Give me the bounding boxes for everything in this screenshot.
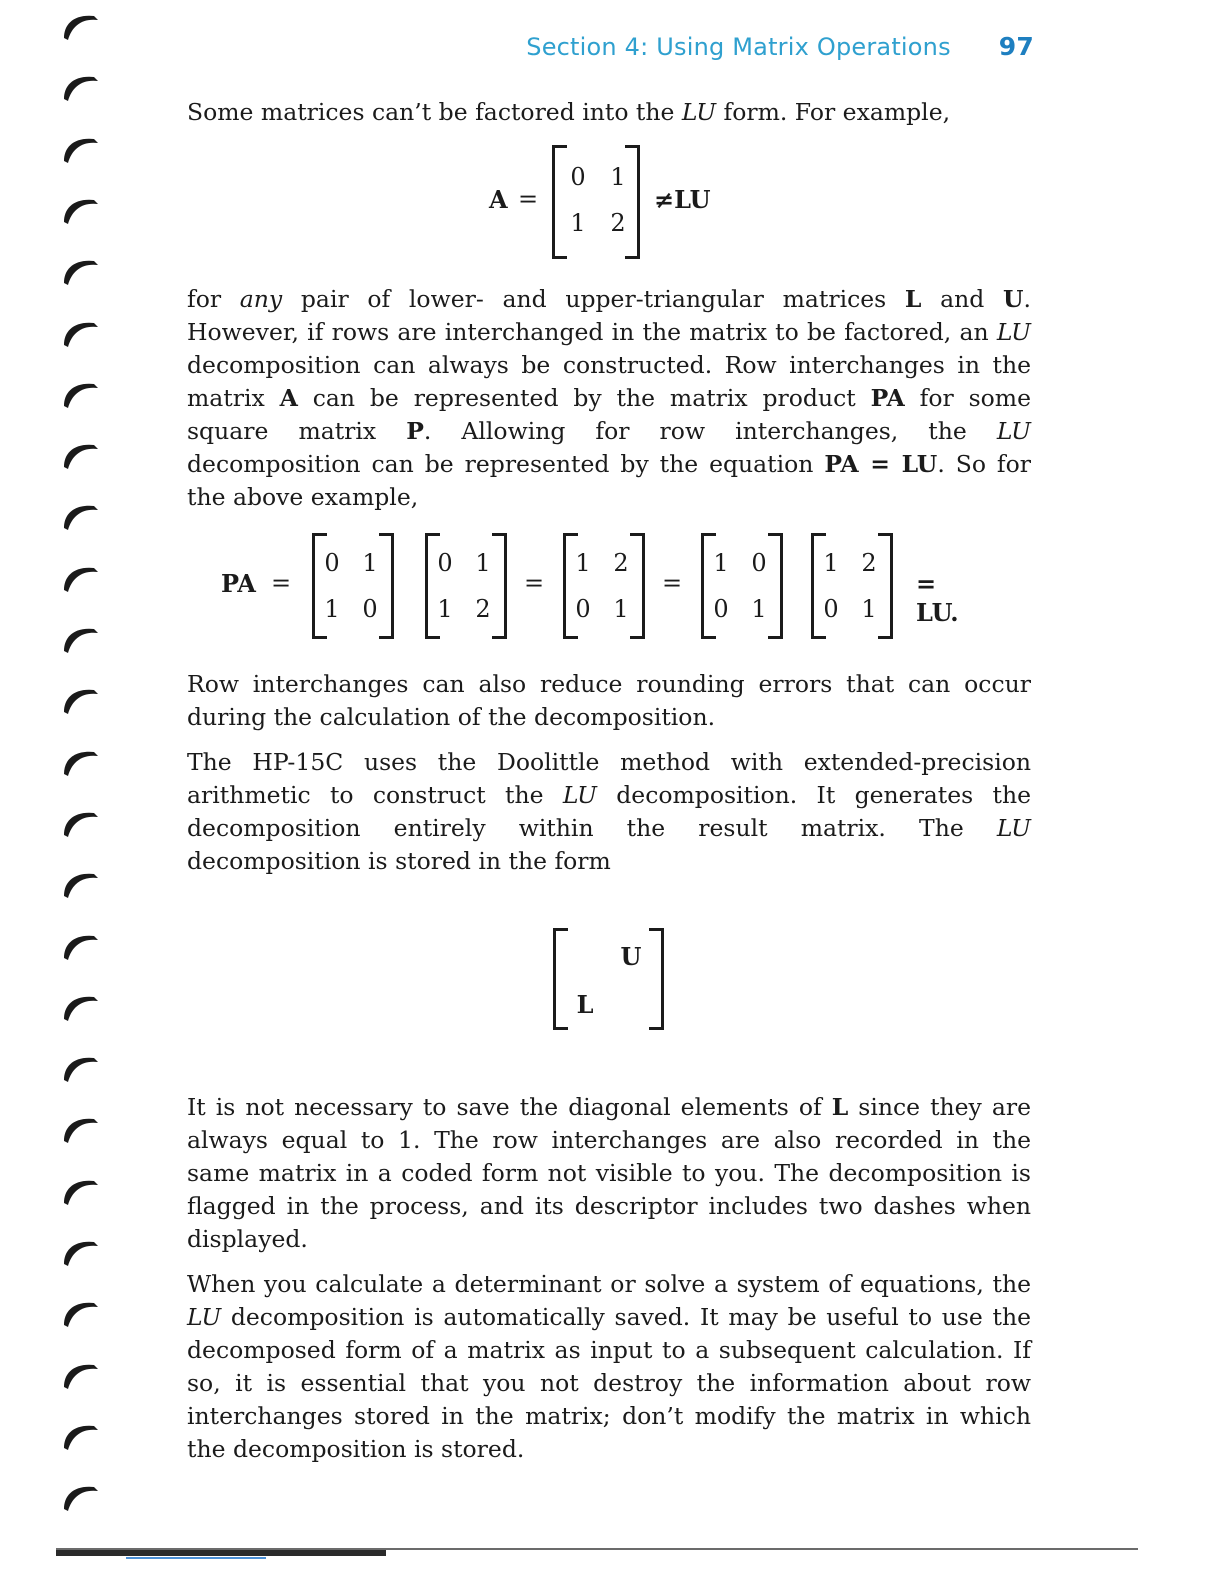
eq1-equals: = bbox=[518, 185, 539, 213]
matrix-cell: 0 bbox=[570, 163, 586, 191]
matrix-cell: 2 bbox=[610, 209, 626, 237]
footer-rule-thick bbox=[56, 1550, 386, 1556]
matrix-cell: 2 bbox=[861, 549, 877, 577]
eq2-rhs: = LU. bbox=[916, 569, 959, 627]
eq2-matrix-pa bbox=[563, 533, 645, 639]
binding-ring-icon bbox=[52, 1477, 108, 1517]
matrix-cell: 0 bbox=[362, 595, 378, 623]
paragraph-diagonal: It is not necessary to save the diagonal elements of L since they are always equal to 1. The row interchanges are also recorded in the same matrix in a coded form not visible to you. The decomposition is flagged in the process, and its descriptor includes two dashes when displayed. bbox=[187, 1093, 1031, 1253]
eq2-equals-2: = bbox=[524, 569, 545, 597]
eq1-lhs: A bbox=[489, 185, 508, 214]
matrix-cell: 1 bbox=[713, 549, 729, 577]
binding-ring-icon bbox=[52, 251, 108, 291]
matrix-cell: 0 bbox=[575, 595, 591, 623]
upper-u-label: U bbox=[620, 942, 642, 971]
binding-ring-icon bbox=[52, 1293, 108, 1333]
binding-ring-icon bbox=[52, 190, 108, 230]
paragraph-rounding: Row interchanges can also reduce rounding errors that can occur during the calculation of the decomposition. bbox=[187, 670, 1031, 731]
matrix-cell: 1 bbox=[437, 595, 453, 623]
binding-ring-icon bbox=[52, 435, 108, 475]
eq1-matrix bbox=[552, 145, 640, 259]
eq2-matrix-p bbox=[312, 533, 394, 639]
matrix-cell: 1 bbox=[575, 549, 591, 577]
eq1-rhs: ≠LU bbox=[654, 185, 711, 214]
eq2-equals: = bbox=[271, 569, 292, 597]
binding-ring-icon bbox=[52, 619, 108, 659]
matrix-cell: 0 bbox=[751, 549, 767, 577]
binding-ring-icon bbox=[52, 1109, 108, 1149]
binding-ring-icon bbox=[52, 1048, 108, 1088]
binding-ring-icon bbox=[52, 1171, 108, 1211]
binding-ring-icon bbox=[52, 742, 108, 782]
eq2-matrix-a bbox=[425, 533, 507, 639]
binding-ring-icon bbox=[52, 926, 108, 966]
matrix-cell: 0 bbox=[713, 595, 729, 623]
matrix-cell: 1 bbox=[610, 163, 626, 191]
matrix-cell: 2 bbox=[613, 549, 629, 577]
paragraph-doolittle: The HP-15C uses the Doolittle method with extended-precision arithmetic to construct the LU decomposition. It generates the decomposition entirely within the result matrix. The LU decomposition is stored in the form bbox=[187, 748, 1031, 875]
paragraph-row-interchanges: for any pair of lower- and upper-triangular matrices L and U. However, if rows are interchanged in the matrix to be factored, an LU decomposition can always be constructed. Row interchanges in the matrix A can be represented by the matrix product PA for some square matrix P. Allowing for row interchanges, the LU decomposition can be represented by the equation PA = LU. So for the above example, bbox=[187, 285, 1032, 511]
matrix-cell: 1 bbox=[362, 549, 378, 577]
matrix-cell: 0 bbox=[437, 549, 453, 577]
binding-ring-icon bbox=[52, 67, 108, 107]
matrix-cell: 0 bbox=[823, 595, 839, 623]
matrix-cell: 1 bbox=[570, 209, 586, 237]
matrix-cell: 0 bbox=[324, 549, 340, 577]
binding-ring-icon bbox=[52, 987, 108, 1027]
matrix-cell: 1 bbox=[823, 549, 839, 577]
binding-ring-icon bbox=[52, 1232, 108, 1272]
eq2-lhs: PA bbox=[221, 569, 256, 598]
matrix-cell: 1 bbox=[613, 595, 629, 623]
binding-ring-icon bbox=[52, 1355, 108, 1395]
matrix-cell: 1 bbox=[475, 549, 491, 577]
section-title: Section 4: Using Matrix Operations bbox=[526, 33, 951, 61]
binding-ring-icon bbox=[52, 803, 108, 843]
binding-ring-icon bbox=[52, 1416, 108, 1456]
footer-rule-accent bbox=[126, 1557, 266, 1559]
paragraph-determinant: When you calculate a determinant or solve a system of equations, the LU decomposition is automatically saved. It may be useful to use the decomposed form of a matrix as input to a subsequent calculation. If so, it is essential that you not destroy the information about row interchanges stored in the matrix; don’t modify the matrix in which the decomposition is stored. bbox=[187, 1270, 1031, 1463]
binding-ring-icon bbox=[52, 129, 108, 169]
page-header bbox=[186, 32, 1034, 61]
eq2-matrix-l bbox=[701, 533, 783, 639]
binding-ring-icon bbox=[52, 496, 108, 536]
binding-ring-icon bbox=[52, 864, 108, 904]
matrix-cell: 1 bbox=[861, 595, 877, 623]
matrix-cell: 2 bbox=[475, 595, 491, 623]
matrix-cell: 1 bbox=[324, 595, 340, 623]
eq2-equals-3: = bbox=[662, 569, 683, 597]
eq2-matrix-u bbox=[811, 533, 893, 639]
paragraph-intro: Some matrices can’t be factored into the LU form. For example, bbox=[187, 98, 951, 126]
binding-ring-icon bbox=[52, 6, 108, 46]
lower-l-label: L bbox=[576, 990, 594, 1019]
binding-ring-icon bbox=[52, 680, 108, 720]
page-number: 97 bbox=[998, 32, 1034, 61]
matrix-cell: 1 bbox=[751, 595, 767, 623]
lu-storage-matrix bbox=[553, 928, 664, 1030]
binding-ring-icon bbox=[52, 558, 108, 598]
binding-ring-icon bbox=[52, 374, 108, 414]
spiral-binding bbox=[0, 0, 120, 1584]
binding-ring-icon bbox=[52, 313, 108, 353]
